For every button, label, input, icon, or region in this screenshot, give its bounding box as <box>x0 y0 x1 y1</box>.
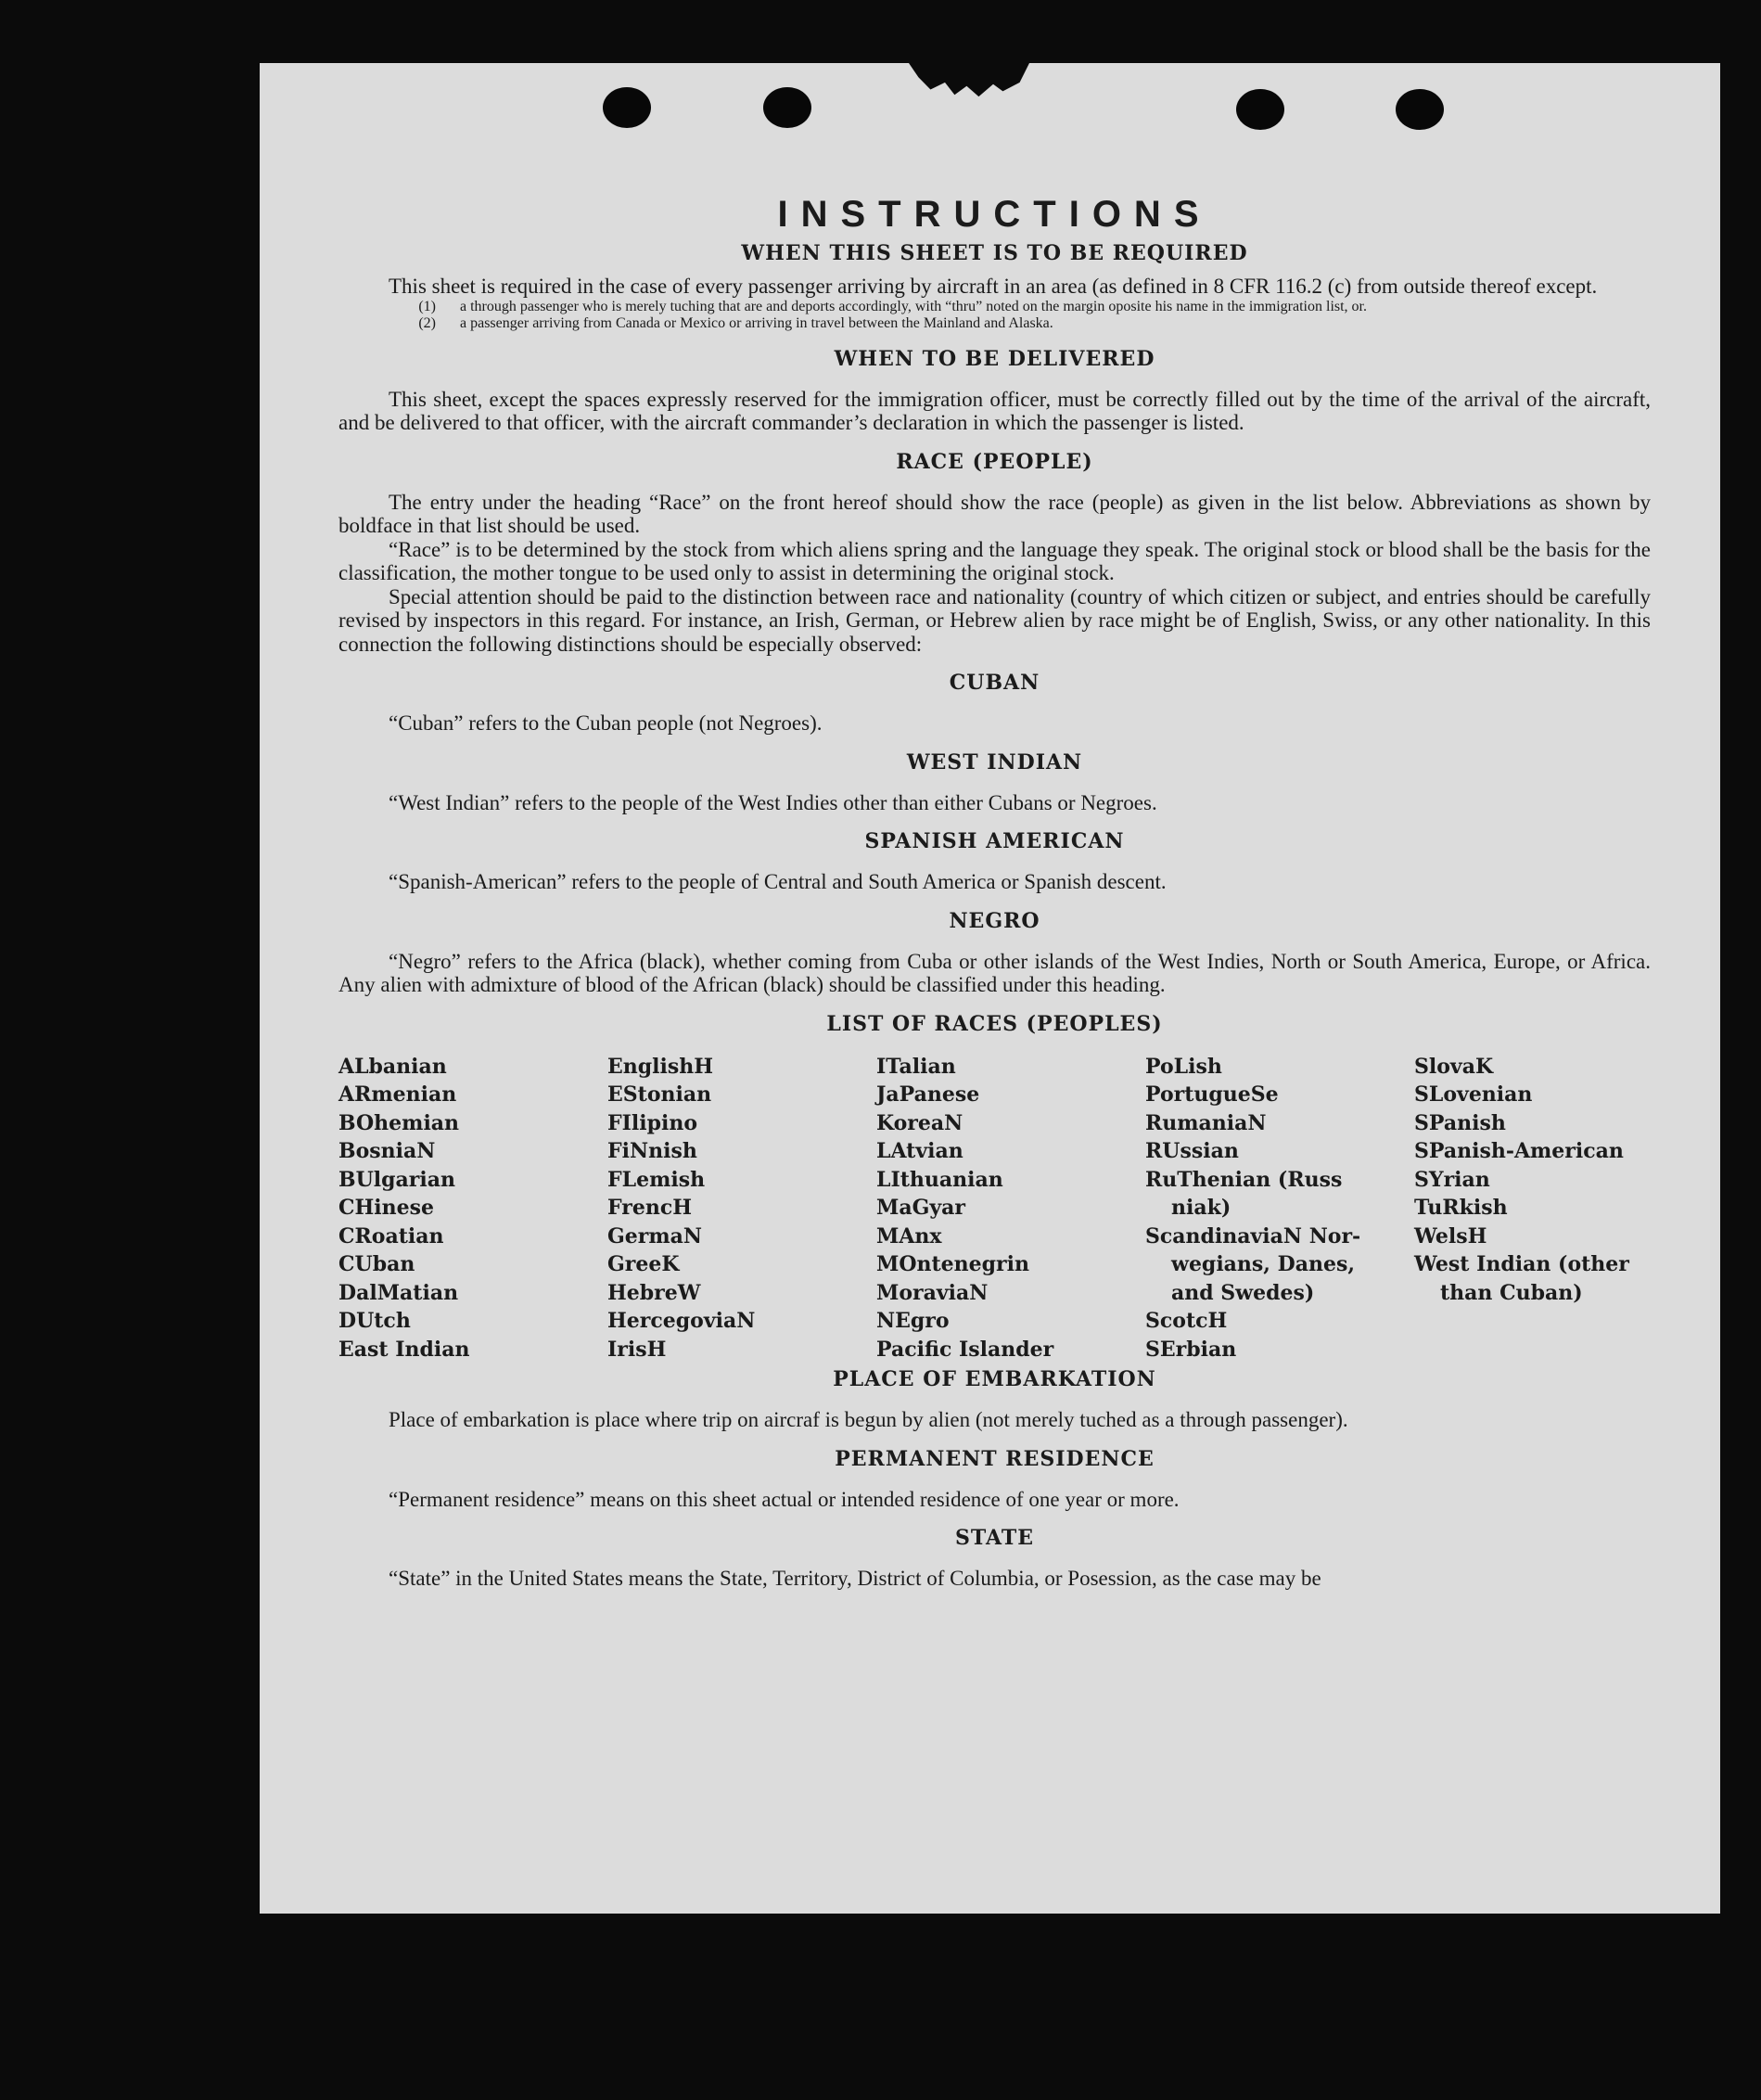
race-item: SErbian <box>1145 1337 1237 1362</box>
race-item: BOhemian <box>338 1110 460 1135</box>
race-item: PortugueSe <box>1145 1082 1279 1107</box>
race-item: EnglishH <box>607 1054 714 1079</box>
race-item: FiNnish <box>607 1139 697 1163</box>
race-item: ARmenian <box>338 1082 457 1107</box>
race-item: IrisH <box>607 1337 667 1362</box>
negro-text: “Negro” refers to the Africa (black), whether coming from Cuba or other islands of the West Indies, North or South America, Europe, or Africa. Any alien with admixture of blood of the African (black) should be classified under this heading. <box>338 949 1651 996</box>
cuban-text: “Cuban” refers to the Cuban people (not Negroes). <box>389 711 823 735</box>
race-paragraph-2: “Race” is to be determined by the stock from which aliens spring and the language they speak. The original stock or blood shall be the basis for the classification, the mother tongue to be used only to assist in determining the original stock. <box>338 537 1651 584</box>
required-intro: This sheet is required in the case of every passenger arriving by aircraft in an area (as defined in 8 CFR 116.2 (c) from outside thereof except. <box>389 275 1598 298</box>
section-heading-cuban: CUBAN <box>949 671 1040 695</box>
race-item: JaPanese <box>876 1082 980 1107</box>
race-column <box>876 1053 1145 1364</box>
race-item: East Indian <box>338 1337 470 1362</box>
race-item: ScandinaviaN Nor- <box>1145 1223 1361 1248</box>
race-item: SLovenian <box>1414 1082 1533 1107</box>
race-item: niak) <box>1171 1196 1231 1220</box>
delivered-text: This sheet, except the spaces expressly reserved for the immigration officer, must be correctly filled out by the time of the arrival of the aircraft, and be delivered to that officer, with the aircraft commander’s declaration in which the passenger is listed. <box>338 387 1651 434</box>
race-column <box>338 1053 607 1364</box>
race-item: WelsH <box>1414 1223 1487 1248</box>
section-heading-race: RACE (PEOPLE) <box>896 449 1093 474</box>
race-item: HercegoviaN <box>607 1309 756 1333</box>
section-heading-state: STATE <box>954 1526 1035 1550</box>
race-item: TuRkish <box>1414 1196 1508 1220</box>
spanish-american-text: “Spanish-American” refers to the people of Central and South America or Spanish descent. <box>389 870 1167 893</box>
race-item: DalMatian <box>338 1280 459 1305</box>
section-heading-embarkation: PLACE OF EMBARKATION <box>833 1367 1156 1391</box>
race-item: ALbanian <box>338 1054 447 1079</box>
item-number: (1) <box>418 298 436 314</box>
race-item: GermaN <box>607 1223 703 1248</box>
section-heading-delivered: WHEN TO BE DELIVERED <box>834 346 1155 371</box>
state-text: “State” in the United States means the State, Territory, District of Columbia, or Posession, as the case may be <box>389 1567 1321 1590</box>
race-column <box>607 1053 876 1364</box>
race-item: CHinese <box>338 1196 435 1220</box>
race-item: RumaniaN <box>1145 1110 1267 1135</box>
section-heading-west-indian: WEST INDIAN <box>906 749 1083 775</box>
race-item: KoreaN <box>876 1110 963 1135</box>
race-item: HebreW <box>607 1280 701 1305</box>
race-item: FLemish <box>607 1167 706 1192</box>
punch-hole <box>603 87 651 128</box>
section-heading-spanish-american: SPANISH AMERICAN <box>864 829 1125 853</box>
torn-edge <box>909 63 1029 98</box>
required-item <box>338 299 1651 315</box>
instructions-content <box>338 193 1651 1591</box>
race-item: and Swedes) <box>1171 1280 1315 1305</box>
race-paragraph-1: The entry under the heading “Race” on the front hereof should show the race (people) as given in the list below. Abbreviations as shown by boldface in that list should be used. <box>338 490 1651 537</box>
punch-hole <box>763 87 811 128</box>
section-heading-required: WHEN THIS SHEET IS TO BE REQUIRED <box>741 241 1248 265</box>
race-paragraph-3: Special attention should be paid to the distinction between race and nationality (country of which citizen or subject, and entries should be carefully revised by inspectors in this regard. For instance, an Irish, German, or Hebrew alien by race might be of English, Swiss, or any other nationality. In this connection the following distinctions should be especially observed: <box>338 584 1651 656</box>
race-item: ITalian <box>876 1054 956 1079</box>
race-item: RuThenian (Russ <box>1145 1167 1343 1192</box>
race-item: DUtch <box>338 1309 411 1333</box>
race-item: SYrian <box>1414 1167 1490 1192</box>
item-text: a through passenger who is merely tuching that are and deports accordingly, with “thru” noted on the margin oposite his name in the immigration list, or. <box>460 298 1367 314</box>
section-heading-list-of-races: LIST OF RACES (PEOPLES) <box>826 1011 1163 1036</box>
race-item: ScotcH <box>1145 1309 1228 1333</box>
document-sheet <box>260 63 1720 1914</box>
race-item: GreeK <box>607 1252 680 1276</box>
section-heading-negro: NEGRO <box>949 908 1040 933</box>
race-item: BUlgarian <box>338 1167 455 1192</box>
race-item: wegians, Danes, <box>1171 1252 1355 1276</box>
race-item: CUban <box>338 1252 415 1276</box>
embarkation-text: Place of embarkation is place where trip on aircraf is begun by alien (not merely tuched as a through passenger). <box>389 1408 1348 1431</box>
race-item: EStonian <box>607 1082 712 1107</box>
race-item: FIlipino <box>607 1110 698 1135</box>
race-item: LAtvian <box>876 1139 963 1163</box>
punch-hole <box>1236 89 1284 130</box>
race-item: West Indian (other <box>1414 1252 1629 1276</box>
race-item: MAnx <box>876 1223 942 1248</box>
punch-hole <box>1396 89 1444 130</box>
race-item: MOntenegrin <box>876 1252 1029 1276</box>
race-item: RUssian <box>1145 1139 1239 1163</box>
race-item: NEgro <box>876 1309 950 1333</box>
race-item: FrencH <box>607 1196 692 1220</box>
race-item: PoLish <box>1145 1054 1222 1079</box>
race-item: MoraviaN <box>876 1280 989 1305</box>
race-item: than Cuban) <box>1440 1280 1583 1305</box>
race-item: MaGyar <box>876 1196 966 1220</box>
race-item: SPanish <box>1414 1110 1506 1135</box>
race-item: Pacific Islander <box>876 1337 1054 1362</box>
west-indian-text: “West Indian” refers to the people of the West Indies other than either Cubans or Negroes. <box>389 790 1157 814</box>
race-item: CRoatian <box>338 1223 444 1248</box>
item-text: a passenger arriving from Canada or Mexico or arriving in travel between the Mainland and Alaska. <box>460 314 1053 331</box>
section-heading-residence: PERMANENT RESIDENCE <box>835 1446 1155 1471</box>
residence-text: “Permanent residence” means on this sheet actual or intended residence of one year or more. <box>389 1487 1180 1511</box>
race-item: BosniaN <box>338 1139 436 1163</box>
race-item: SlovaK <box>1414 1054 1494 1079</box>
item-number: (2) <box>418 314 436 331</box>
race-item: LIthuanian <box>876 1167 1003 1192</box>
race-list <box>338 1053 1651 1364</box>
required-item <box>338 315 1651 332</box>
page-title: INSTRUCTIONS <box>777 194 1212 235</box>
race-item: SPanish-American <box>1414 1139 1624 1163</box>
race-column <box>1145 1053 1414 1364</box>
race-column <box>1414 1053 1637 1364</box>
